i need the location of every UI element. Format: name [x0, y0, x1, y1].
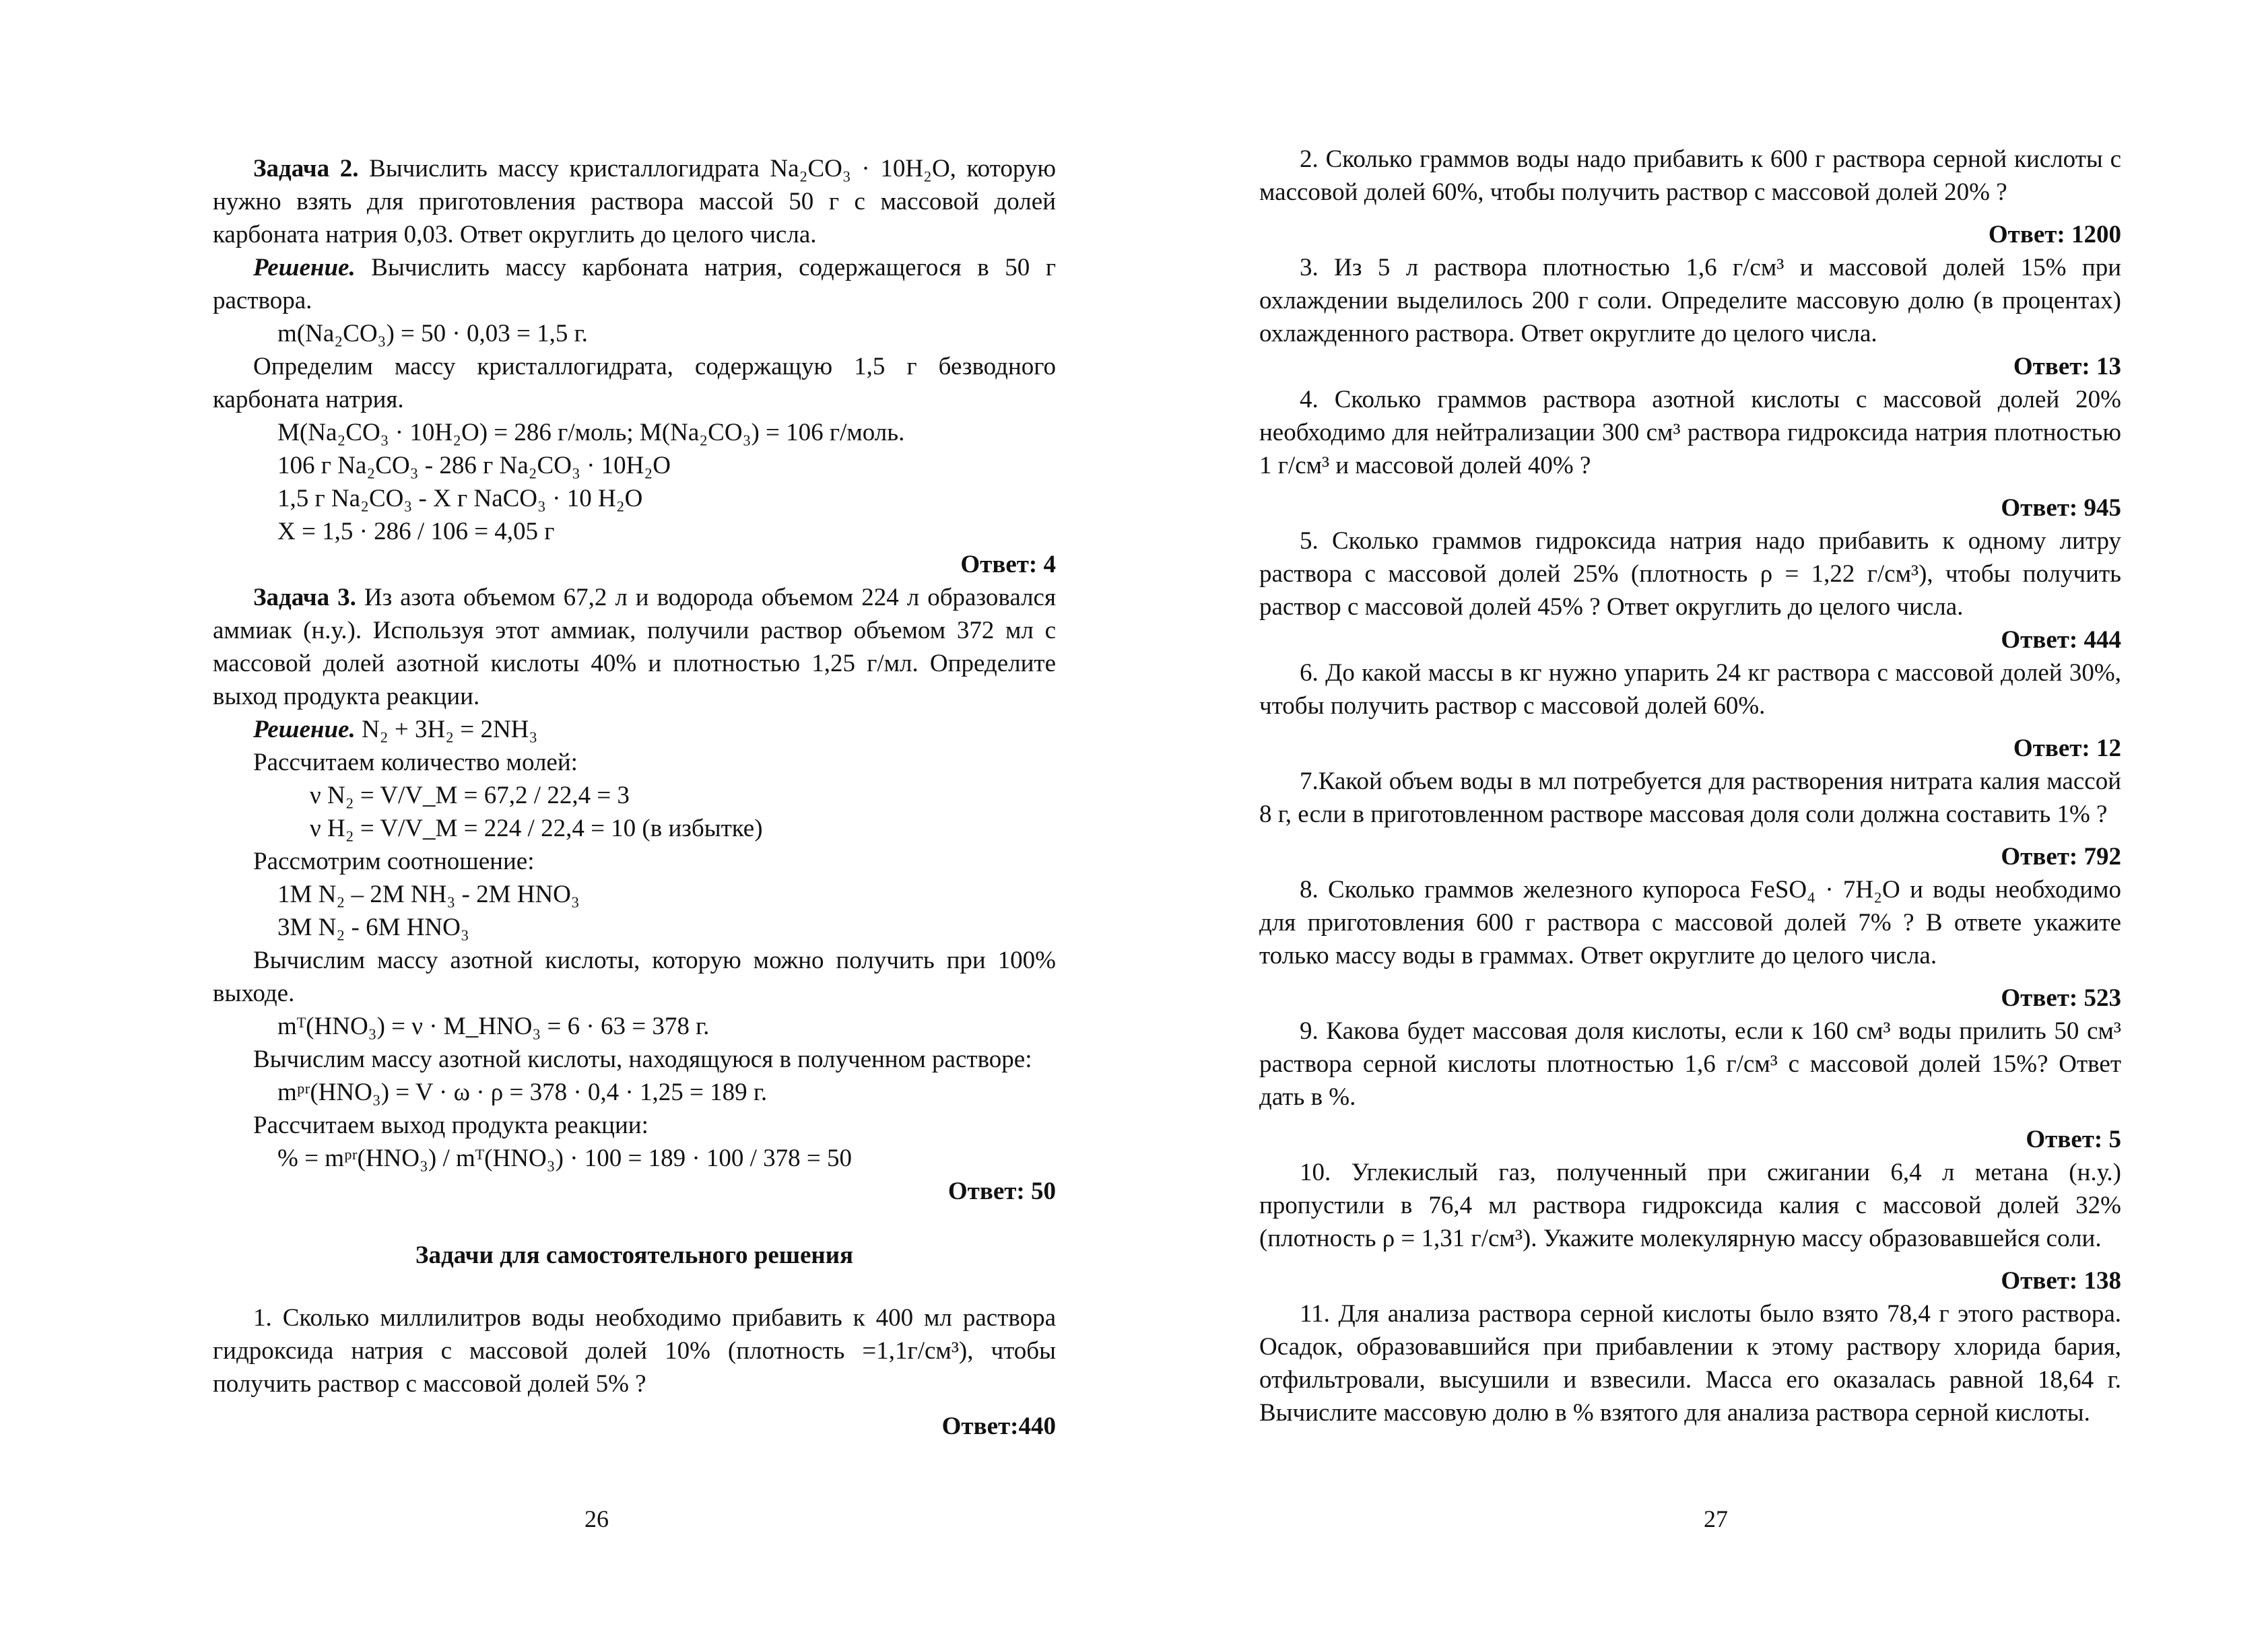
task2-formula-4: 1,5 г Na₂CO₃ - X г NaCO₃ · 10 H₂O	[277, 485, 643, 512]
question-5-answer: Ответ: 444	[2001, 626, 2121, 654]
task2-formula-5: X = 1,5 · 286 / 106 = 4,05 г	[277, 518, 555, 545]
task2-solution-text: Вычислить массу карбоната натрия, содержащегося в 50 г раствора.	[213, 254, 1056, 314]
task3-formula-1: ν N₂ = V/V_M = 67,2 / 22,4 = 3	[310, 782, 630, 809]
task2-formula-1: m(Na₂CO₃) = 50 · 0,03 = 1,5 г.	[277, 320, 588, 347]
task2-statement	[213, 152, 1056, 251]
question-9-answer: Ответ: 5	[2026, 1126, 2121, 1153]
task3-formula-2: ν H₂ = V/V_M = 224 / 22,4 = 10 (в избытке)	[310, 815, 763, 842]
task2-formula-3: 106 г Na₂CO₃ - 286 г Na₂CO₃ · 10H₂O	[277, 452, 671, 479]
question-2-answer: Ответ: 1200	[1988, 221, 2121, 248]
question-9: 9. Какова будет массовая доля кислоты, если к 160 см³ воды прилить 50 см³ раствора серной кислоты плотностью 1,6 г/см³ с массовой долей 15%? Ответ дать в %.	[1259, 1017, 2121, 1111]
task2-label: Задача 2.	[253, 155, 359, 182]
task3-paragraph-4: Вычислим массу азотной кислоты, находящуюся в полученном растворе:	[253, 1046, 1032, 1073]
question-7: 7.Какой объем воды в мл потребуется для растворения нитрата калия массой 8 г, если в приготовленном растворе массовая доля соли должна составить 1% ?	[1259, 768, 2121, 828]
task2-answer: Ответ: 4	[960, 551, 1056, 578]
task3-formula-4: 3M N₂ - 6M HNO₃	[277, 914, 469, 941]
task3-paragraph-3: Вычислим массу азотной кислоты, которую можно получить при 100% выходе.	[213, 947, 1056, 1007]
question-7-answer: Ответ: 792	[2001, 843, 2121, 871]
task3-formula-6: mᵖʳ(HNO₃) = V · ω · ρ = 378 · 0,4 · 1,25 = 189 г.	[277, 1079, 768, 1106]
question-4-answer: Ответ: 945	[2001, 494, 2121, 522]
question-6: 6. До какой массы в кг нужно упарить 24 кг раствора с массовой долей 30%, чтобы получить раствор с массовой долей 60%.	[1259, 659, 2121, 720]
question-6-answer: Ответ: 12	[2013, 735, 2121, 762]
question-5: 5. Сколько граммов гидроксида натрия надо прибавить к одному литру раствора с массовой долей 25% (плотность ρ = 1,22 г/см³), чтобы получить раствор с массовой долей 45% ? Ответ округлить до целого числа.	[1259, 527, 2121, 621]
question-11: 11. Для анализа раствора серной кислоты было взято 78,4 г этого раствора. Осадок, образовавшийся при прибавлении к этому раствору хлорида бария, отфильтровали, высушили и взвесили. Масса его оказалась равной 18,64 г. Вычислите массовую долю в % взятого для анализа раствора серной кислоты.	[1259, 1300, 2121, 1427]
task2-formula-2: M(Na₂CO₃ · 10H₂O) = 286 г/моль; M(Na₂CO₃) = 106 г/моль.	[277, 419, 905, 446]
task3-paragraph-5: Рассчитаем выход продукта реакции:	[253, 1112, 648, 1139]
task3-paragraph-2: Рассмотрим соотношение:	[253, 848, 535, 875]
right-column	[1259, 0, 2121, 1429]
task3-statement	[213, 581, 1056, 713]
question-3-answer: Ответ: 13	[2013, 353, 2121, 380]
task3-formula-3: 1M N₂ – 2M NH₃ - 2M HNO₃	[277, 881, 580, 908]
question-10-answer: Ответ: 138	[2001, 1267, 2121, 1295]
question-4: 4. Сколько граммов раствора азотной кислоты с массовой долей 20% необходимо для нейтрализации 300 см³ раствора гидроксида натрия плотностью 1 г/см³ и массовой долей 40% ?	[1259, 386, 2121, 479]
task3-text: Из азота объемом 67,2 л и водорода объемом 224 л образовался аммиак (н.у.). Используя этот аммиак, получили раствор объемом 372 мл с массовой долей азотной кислоты 40% и плотностью 1,25 г/мл. Определите выход продукта реакции.	[213, 584, 1056, 710]
task3-answer: Ответ: 50	[947, 1178, 1056, 1205]
task3-paragraph-1: Рассчитаем количество молей:	[253, 749, 578, 776]
question-8: 8. Сколько граммов железного купороса FeSO₄ · 7H₂O и воды необходимо для приготовления 600 г раствора с массовой долей 7% ? В ответе укажите только массу воды в граммах. Ответ округлите до целого числа.	[1259, 876, 2121, 970]
left-column	[213, 0, 1056, 1443]
question-8-answer: Ответ: 523	[2001, 984, 2121, 1012]
question-1-answer: Ответ:440	[941, 1413, 1056, 1440]
task3-formula-7: % = mᵖʳ(HNO₃) / mᵀ(HNO₃) · 100 = 189 · 100 / 378 = 50	[277, 1145, 853, 1172]
task2-paragraph-2: Определим массу кристаллогидрата, содержащую 1,5 г безводного карбоната натрия.	[213, 353, 1056, 413]
page-number-right: 27	[1704, 1505, 1728, 1532]
page-number-left: 26	[585, 1505, 609, 1532]
task3-solution-label: Решение.	[253, 716, 356, 743]
question-3: 3. Из 5 л раствора плотностью 1,6 г/см³ и массовой долей 15% при охлаждении выделилось 200 г соли. Определите массовую долю (в процентах) охлажденного раствора. Ответ округлите до целого числа.	[1259, 254, 2121, 347]
task3-equation: N₂ + 3H₂ = 2NH₃	[361, 716, 538, 743]
question-1: 1. Сколько миллилитров воды необходимо прибавить к 400 мл раствора гидроксида натрия с массовой долей 10% (плотность =1,1г/см³), чтобы получить раствор с массовой долей 5% ?	[213, 1304, 1056, 1398]
task3-formula-5: mᵀ(HNO₃) = ν · M_HNO₃ = 6 · 63 = 378 г.	[277, 1013, 710, 1040]
section-heading: Задачи для самостоятельного решения	[415, 1242, 854, 1269]
task3-solution	[213, 713, 1056, 746]
right-page	[1134, 0, 2268, 1632]
question-2: 2. Сколько граммов воды надо прибавить к 600 г раствора серной кислоты с массовой долей 60%, чтобы получить раствор с массовой долей 20% ?	[1259, 145, 2121, 206]
question-10: 10. Углекислый газ, полученный при сжигании 6,4 л метана (н.у.) пропустили в 76,4 мл раствора гидроксида калия с массовой долей 32% (плотность ρ = 1,31 г/см³). Укажите молекулярную массу образовавшейся соли.	[1259, 1159, 2121, 1252]
task2-solution-label: Решение.	[253, 254, 356, 281]
task3-label: Задача 3.	[253, 584, 356, 611]
task2-solution	[213, 251, 1056, 317]
task2-text: Вычислить массу кристаллогидрата Na₂CO₃ · 10H₂O, которую нужно взять для приготовления раствора массой 50 г с массовой долей карбоната натрия 0,03. Ответ округлить до целого числа.	[213, 155, 1056, 248]
